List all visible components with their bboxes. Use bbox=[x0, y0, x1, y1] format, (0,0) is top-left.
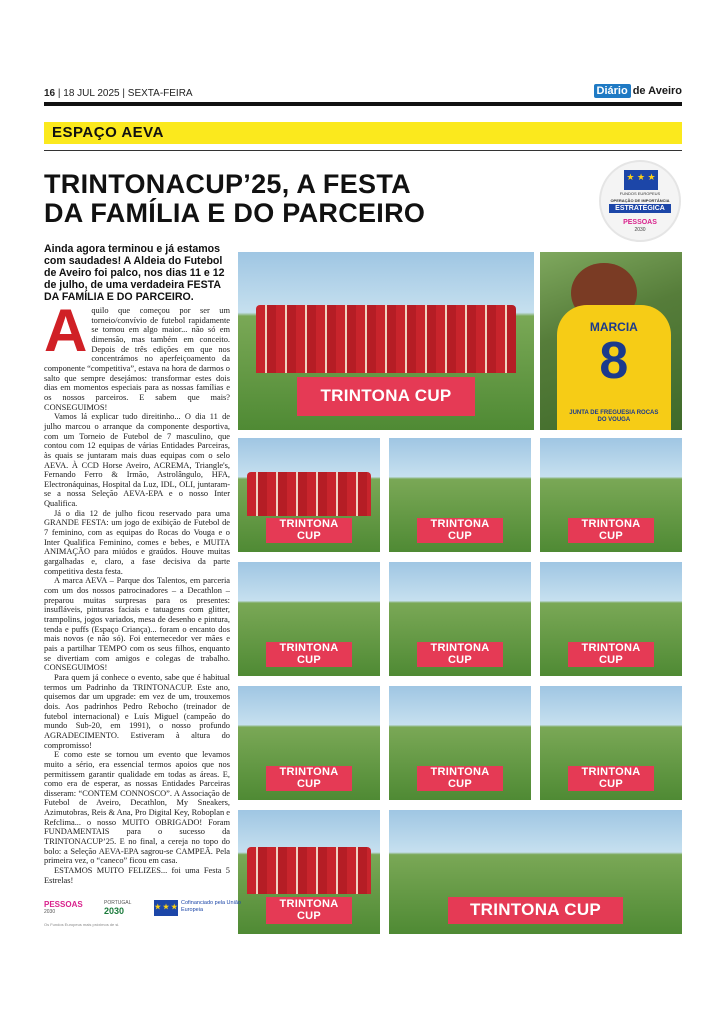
issue-weekday: SEXTA-FEIRA bbox=[127, 88, 193, 99]
headline-line-1: TRINTONACUP’25, A FESTA bbox=[44, 169, 411, 199]
photo-banner: TRINTONA CUP bbox=[417, 766, 502, 791]
jersey-number: 8 bbox=[599, 332, 629, 391]
photo-team-row3-b bbox=[389, 686, 531, 800]
eu-cofinanced-text: Cofinanciado pela União Europeia bbox=[181, 900, 241, 913]
photo-team-row3-c bbox=[540, 686, 682, 800]
badge-program: PESSOAS bbox=[623, 219, 657, 226]
body-paragraph-6: E como este se tornou um evento que levamos muito a sério, era essencial termos apoios que nos permitissem garantir qualidade em todas as áreas. E, como era de esperar, as nossas Entidades Parceiras disseram: “CONTEM CONNOSCO”. A Associação de Futebol de Aveiro, Decathlon, My Sneakers, Azimutobras, Reis & Ana, Pro Digital Key, Roboplan e Refclima... o nosso MUITO OBRIGADO! Foram FUNDAMENTAIS para o sucesso da TRINTONACUP’25. E no final, a cereja no topo do bolo: a Seleção AEVA-EPA sagrou-se CAMPEÃ. Pela primeira vez, o “caneco” ficou em casa. bbox=[44, 750, 230, 866]
badge-strategic: ESTRATÉGICA bbox=[609, 204, 671, 213]
headline-line-2: DA FAMÍLIA E DO PARCEIRO bbox=[44, 198, 426, 228]
photo-banner: TRINTONA CUP bbox=[417, 642, 502, 667]
photo-team-row1-c bbox=[540, 438, 682, 552]
headline bbox=[44, 170, 564, 228]
badge-operation: OPERAÇÃO DE IMPORTÂNCIA bbox=[610, 198, 670, 203]
issue-date: 18 JUL 2025 bbox=[63, 88, 120, 99]
photo-women-teams bbox=[389, 810, 682, 934]
photo-team-row2-c bbox=[540, 562, 682, 676]
pessoas-2030-logo: PESSOAS 2030 bbox=[44, 900, 83, 915]
body-paragraph-4: A marca AEVA – Parque dos Talentos, em parceria com um dos nossos patrocinadores – a Decathlon – preparou muitas surpresas para os presentes: insufláveis, pinturas faciais e tatuagens com glitter, trampolins, jogos variados, mesa de desenho e pintura, tenda e puffs (Espaço Criança)... foram o encanto dos mais novos (e não só). Foi enternecedor ver mães e pais a partilhar TEMPO com os seus filhos, enquanto se divertiam com amigos e colegas de trabalho. CONSEGUIMOS! bbox=[44, 576, 230, 673]
masthead-part1: Diário bbox=[594, 84, 631, 98]
photo-banner: TRINTONA CUP bbox=[568, 518, 653, 543]
body-paragraph-2: Vamos lá explicar tudo direitinho... O dia 11 de julho marcou o arranque da componente desportiva, com um Torneio de Futebol de 7 masculino, que contou com 12 equipas de várias Entidades Parceiras, às quais se juntaram mais duas equipas com o selo AEVA. À CCD Horse Aveiro, ACREMA, Triangle's, Fernando Ferro & Irmão, Astrolângulo, HFA, Electronáquinas, Hospital da Luz, IDL, OLI, juntaram-se a nossa Seleção AEVA-EPA e o nosso Inter Qualifica. bbox=[44, 412, 230, 509]
jersey-name: MARCIA bbox=[589, 320, 638, 335]
funding-logos bbox=[44, 900, 241, 930]
photo-banner: TRINTONA CUP bbox=[568, 642, 653, 667]
photo-team-row2-a bbox=[238, 562, 380, 676]
eu-flag-icon: ★ ★ ★ bbox=[624, 170, 658, 190]
photo-banner: TRINTONA CUP bbox=[266, 897, 351, 924]
masthead-logo bbox=[594, 84, 683, 98]
badge-program-year: 2030 bbox=[634, 227, 646, 233]
photo-team-row2-b bbox=[389, 562, 531, 676]
lead-paragraph: Ainda agora terminou e já estamos com saudades! A Aldeia do Futebol de Aveiro foi palco, nos dias 11 e 12 de julho, de uma verdadeira FESTA DA FAMÍLIA E DO PARCEIRO. bbox=[44, 243, 225, 303]
body-paragraph-5: Para quem já conhece o evento, sabe que é habitual termos um Padrinho da TRINTONACUP. Este ano, quisemos dar um upgrade: em vez de um, trouxemos dois. Aos padrinhos Pedro Rebocho (treinador de futebol internacional) e Luís Miguel (campeão do mundo Sub-20, em 1991), o nosso profundo AGRADECIMENTO. Estiveram à altura do compromisso! bbox=[44, 672, 230, 750]
article-body bbox=[44, 297, 230, 885]
dropcap: A bbox=[44, 297, 88, 364]
photo-team-row1-b bbox=[389, 438, 531, 552]
photo-hug-jersey bbox=[540, 252, 682, 430]
jersey-sponsor: JUNTA DE FREGUESIA ROCAS DO VOUGA bbox=[569, 410, 659, 423]
photo-banner: TRINTONA CUP bbox=[568, 766, 653, 791]
photo-team-row3-a bbox=[238, 686, 380, 800]
page-folio: 16 | 18 JUL 2025 | SEXTA-FEIRA bbox=[44, 88, 193, 99]
body-paragraph-1: Aquilo que começou por ser um torneio/convívio de futebol rapidamente se tornou em algo maior... não só em dimensão, mas também em conceito. Depois de três edições em que nos concentrámos no aperfeiçoamento da componente “competitiva”, estava na hora de darmos o salto que sempre desejámos: transformar estes dois dias em momentos especiais para as nossas famílias e os nossos parceiros. E sabem que mais? CONSEGUIMOS! bbox=[44, 297, 230, 412]
top-rule bbox=[44, 102, 682, 106]
funding-fine-print: Os Fundos Europeus mais próximos de si. bbox=[44, 922, 120, 927]
body-paragraph-7: ESTAMOS MUITO FELIZES... foi uma Festa 5 Estrelas! bbox=[44, 866, 230, 885]
page-number: 16 bbox=[44, 88, 56, 99]
photo-banner: TRINTONA CUP bbox=[448, 897, 624, 924]
photo-banner: TRINTONA CUP bbox=[266, 518, 351, 543]
badge-eu-label: FUNDOS EUROPEUS bbox=[619, 191, 661, 196]
photo-banner: TRINTONA CUP bbox=[297, 377, 475, 416]
portugal-2030-logo: PORTUGAL 2030 bbox=[104, 900, 132, 916]
photo-team-red-main bbox=[238, 252, 534, 430]
photo-team-champions bbox=[238, 810, 380, 934]
section-title: ESPAÇO AEVA bbox=[52, 124, 164, 141]
section-bar bbox=[44, 122, 682, 144]
strategic-operation-badge bbox=[599, 160, 681, 242]
photo-banner: TRINTONA CUP bbox=[417, 518, 502, 543]
body-paragraph-3: Já o dia 12 de julho ficou reservado para uma GRANDE FESTA: um jogo de exibição de Futebol de 7 feminino, com as equipas do Rocas do Vouga e o Inter Qualifica Feminino, comes e bebes, e MUITA ANIMAÇÃO para miúdos e graúdos. Houve muitas gargalhadas e, claro, a fase decisiva da parte competitiva desta festa. bbox=[44, 508, 230, 576]
jersey bbox=[557, 305, 671, 430]
eu-flag-icon: ★ ★ ★ bbox=[154, 900, 178, 916]
photo-banner: TRINTONA CUP bbox=[266, 766, 351, 791]
photo-team-row1-a bbox=[238, 438, 380, 552]
photo-banner: TRINTONA CUP bbox=[266, 642, 351, 667]
masthead-part2: de Aveiro bbox=[632, 85, 682, 97]
section-rule bbox=[44, 150, 682, 151]
